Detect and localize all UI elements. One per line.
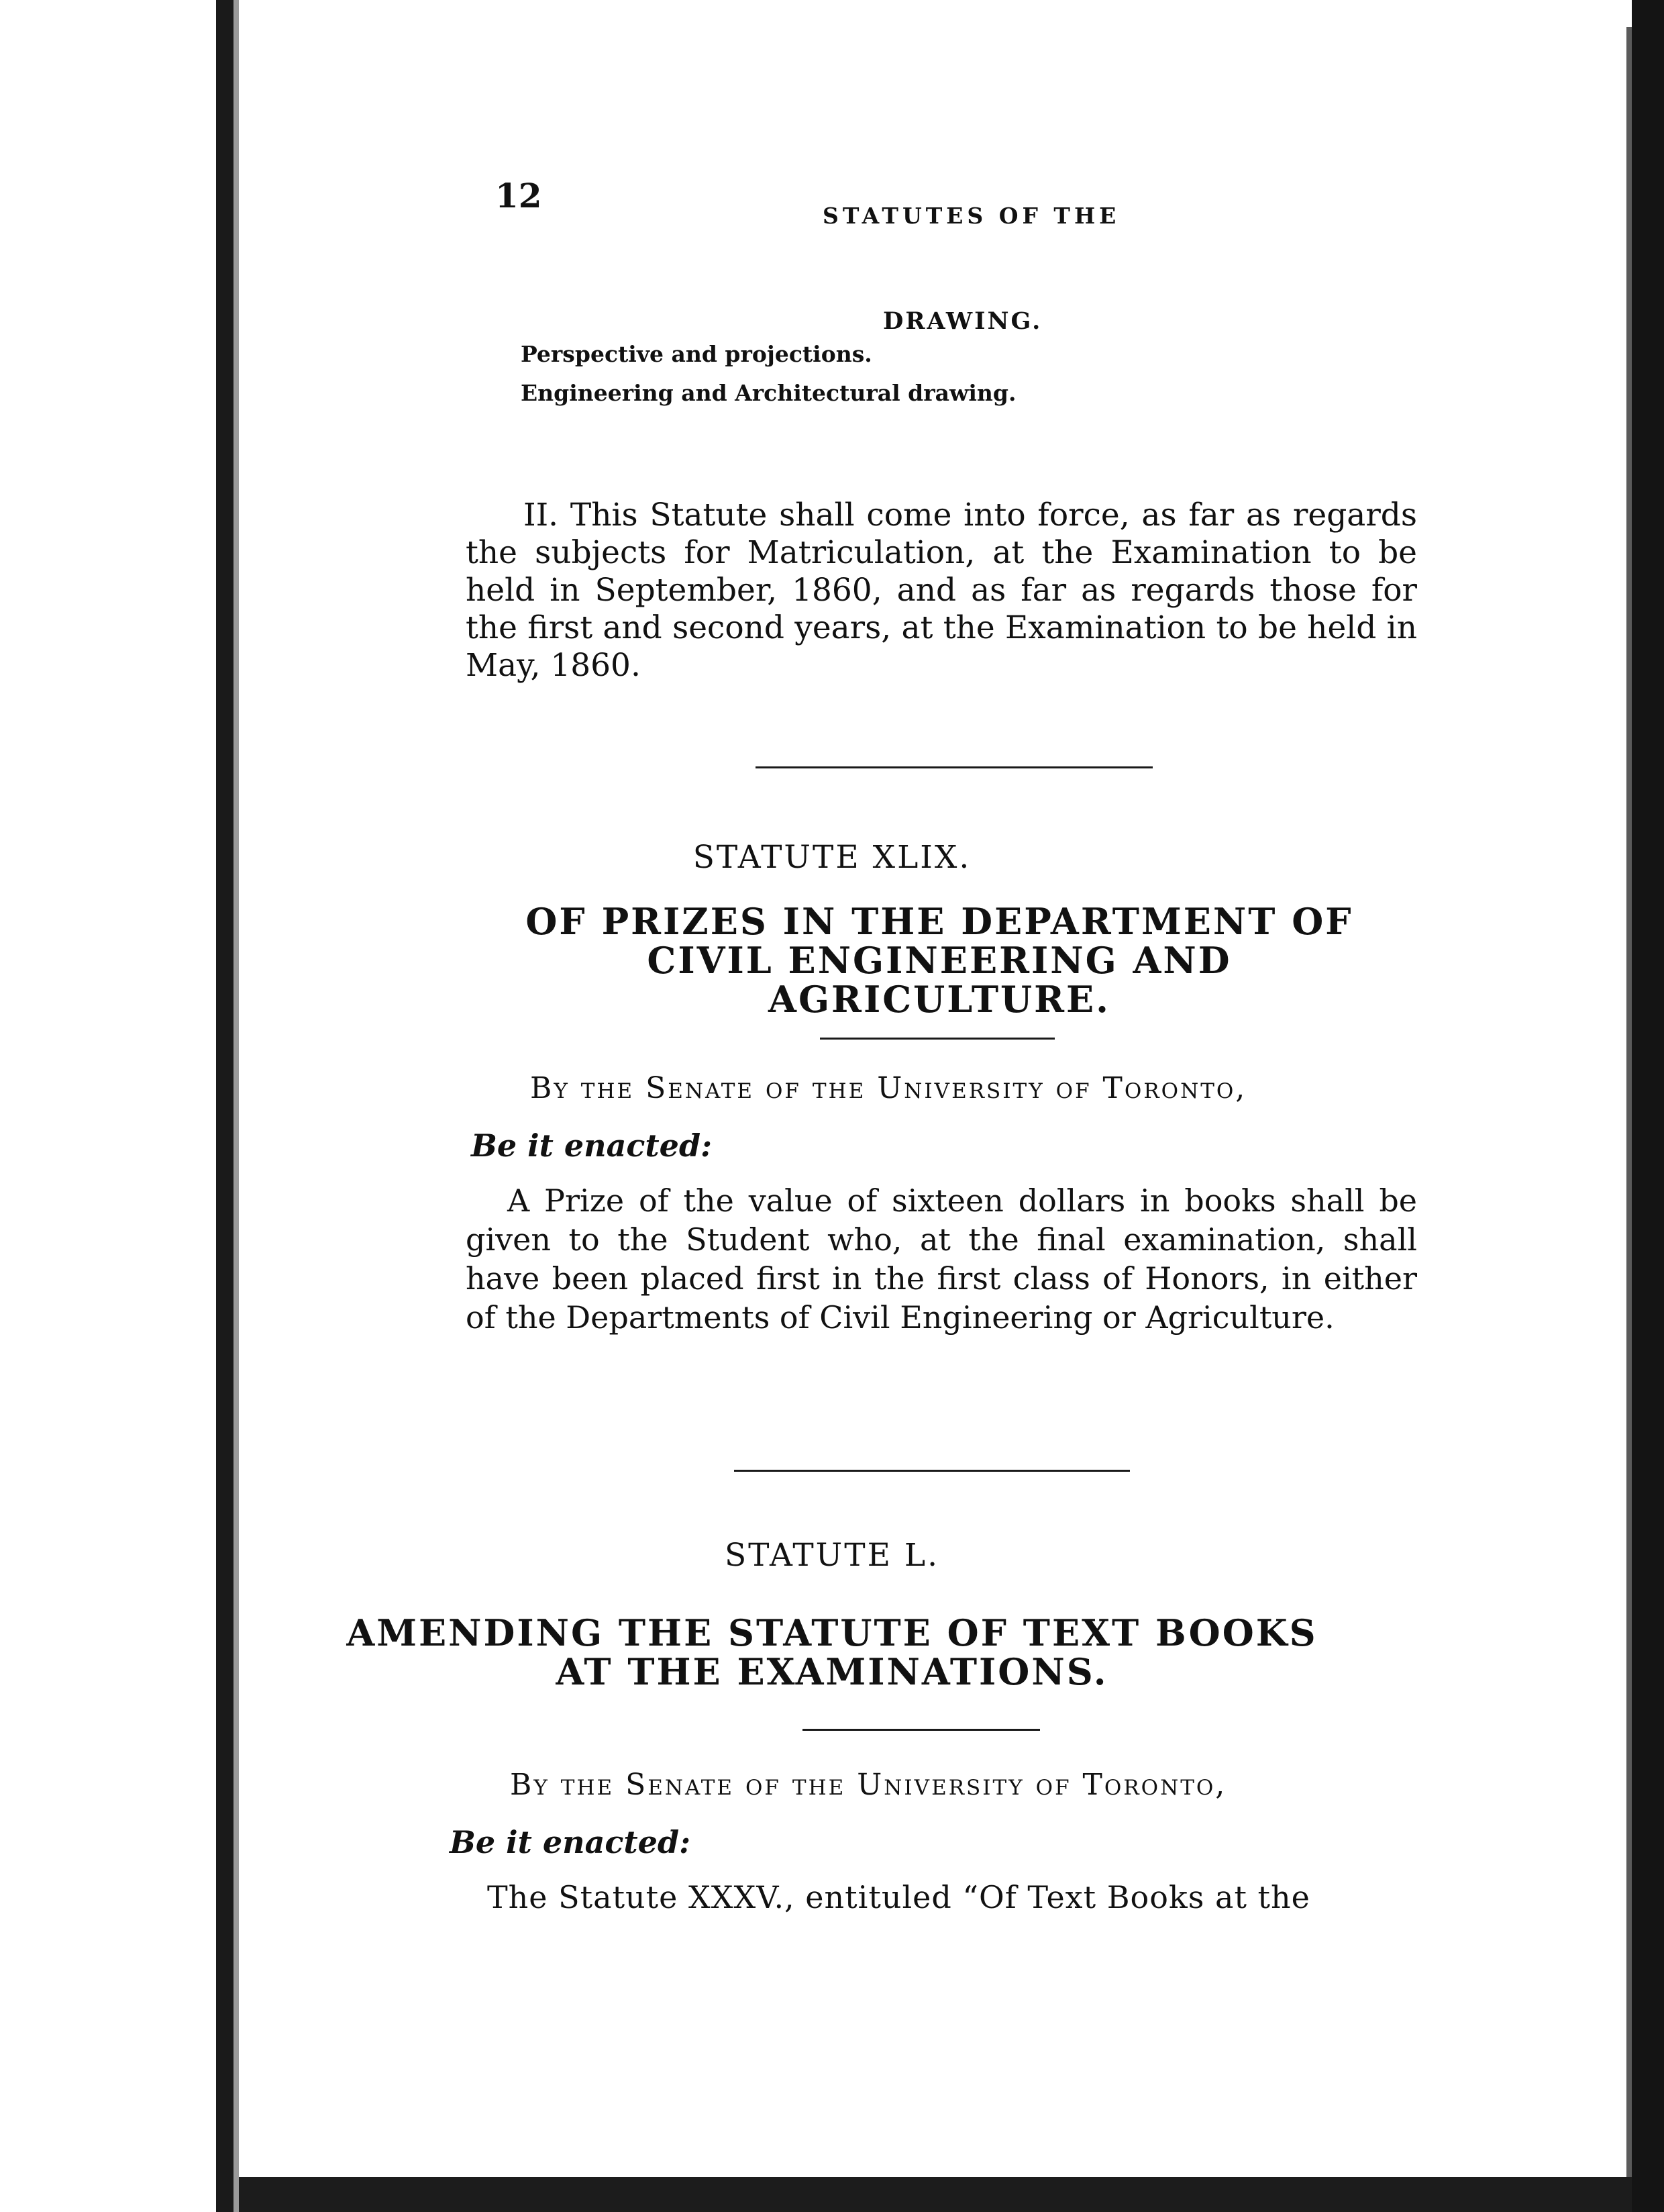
statute-l-title-line2: AT THE EXAMINATIONS. [556, 1650, 1108, 1693]
title-divider [820, 1038, 1055, 1040]
section-divider [756, 766, 1153, 768]
book-spine-shadow [216, 0, 233, 2212]
statute-l-be-it-enacted: Be it enacted: [450, 1824, 691, 1860]
running-head: STATUTES OF THE [823, 203, 1121, 229]
statute-xlix-be-it-enacted: Be it enacted: [471, 1127, 713, 1164]
page-number: 12 [495, 176, 542, 215]
statute-l-title-line1: AMENDING THE STATUTE OF TEXT BOOKS [346, 1611, 1318, 1654]
section-divider [734, 1470, 1130, 1472]
statute-xlix-title: OF PRIZES IN THE DEPARTMENT OF CIVIL ENGINEERING AND AGRICULTURE. [525, 900, 1353, 1021]
scan-left-margin [0, 0, 216, 2212]
page-right-edge [1626, 27, 1632, 2212]
clause-ii [466, 497, 1417, 685]
statute-l-enacting-clause: By the Senate of the University of Toronto, [510, 1768, 1227, 1802]
book-spine-edge [233, 0, 239, 2212]
statute-xlix-number: STATUTE XLIX. [692, 839, 972, 876]
statute-xlix-enacting-clause: By the Senate of the University of Toronto, [530, 1071, 1247, 1105]
statute-xlix-body-text: A Prize of the value of sixteen dollars in books shall be given to the Student who, at the final examination, shall have been placed first in the first class of Honors, in either of the Departments of Civil Engineering or Agriculture. [466, 1183, 1417, 1336]
statute-xlix-body [466, 1181, 1417, 1337]
statute-l-body-start: The Statute XXXV., entituled “Of Text Books at the [487, 1879, 1310, 1915]
scan-bottom-border [239, 2177, 1632, 2212]
drawing-item: Perspective and projections. [521, 341, 872, 367]
clause-ii-text: II. This Statute shall come into force, as far as regards the subjects for Matriculation, at the Examination to be held in September, 1860, and as far as regards those for the first and second years, at the Examination to be held in May, 1860. [466, 497, 1417, 684]
scan-right-border [1632, 0, 1664, 2212]
drawing-heading: DRAWING. [883, 307, 1043, 335]
statute-l-number: STATUTE L. [724, 1537, 940, 1574]
title-divider [802, 1729, 1040, 1731]
drawing-item: Engineering and Architectural drawing. [521, 380, 1017, 406]
